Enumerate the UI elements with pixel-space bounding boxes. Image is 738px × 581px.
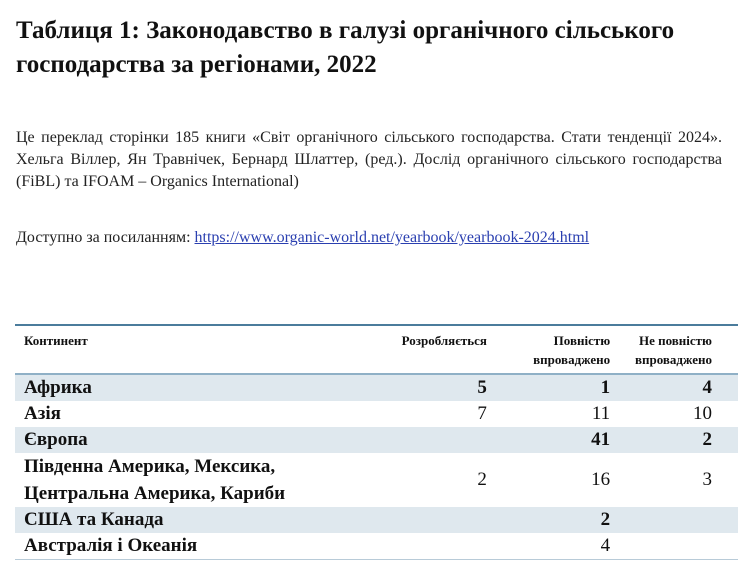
header-continent: Континент — [24, 333, 88, 348]
partial-cell: 4 — [610, 374, 738, 401]
page-title: Таблиця 1: Законодавство в галузі органічного сільського господарства за регіонами, 2022 — [16, 17, 675, 78]
table-row — [15, 453, 738, 507]
full-cell: 2 — [487, 507, 610, 533]
table-row — [15, 507, 738, 533]
region-cell: Африка — [15, 374, 344, 401]
region-cell — [15, 453, 344, 507]
full-cell: 16 — [591, 469, 611, 490]
developing-cell: 2 — [477, 469, 487, 490]
availability-line — [16, 227, 589, 249]
full-cell: 4 — [600, 535, 611, 556]
region-cell: Азія — [24, 403, 61, 424]
developing-cell: 7 — [477, 403, 487, 424]
full-cell: 41 — [487, 427, 610, 453]
table-row — [15, 427, 738, 453]
full-cell: 1 — [487, 374, 610, 401]
source-link[interactable]: https://www.organic-world.net/yearbook/yearbook-2024.html — [194, 229, 590, 246]
region-text: Південна Америка, Мексика, Центральна Америка, Кариби — [24, 456, 286, 504]
header-not-fully-implemented: Не повністю впроваджено — [634, 333, 712, 367]
header-fully-implemented: Повністю впроваджено — [533, 333, 611, 367]
partial-cell: 3 — [702, 469, 712, 490]
partial-cell — [610, 507, 738, 533]
region-cell: США та Канада — [15, 507, 344, 533]
developing-cell — [344, 507, 487, 533]
table-row — [15, 374, 738, 401]
table-row — [15, 401, 738, 427]
partial-cell — [610, 533, 738, 560]
source-description: Це переклад сторінки 185 книги «Світ органічного сільського господарства. Стати тенденції 2024». Хельга Віллер, Ян Травнічек, Бернард Шлаттер, (ред.). Дослід органічного сільського господарства (FiBL) та IFOAM – Organics International) — [16, 129, 722, 190]
availability-label: Доступно за посиланням: — [16, 229, 195, 246]
developing-cell — [344, 427, 487, 453]
legislation-table — [15, 324, 738, 560]
table-header-row — [15, 325, 738, 374]
header-developing: Розробляється — [401, 333, 487, 348]
region-cell: Європа — [15, 427, 344, 453]
developing-cell — [344, 533, 487, 560]
region-cell: Австралія і Океанія — [24, 535, 198, 556]
developing-cell: 5 — [344, 374, 487, 401]
partial-cell: 10 — [693, 403, 712, 424]
partial-cell: 2 — [610, 427, 738, 453]
full-cell: 11 — [591, 403, 611, 424]
table-row — [15, 533, 738, 560]
